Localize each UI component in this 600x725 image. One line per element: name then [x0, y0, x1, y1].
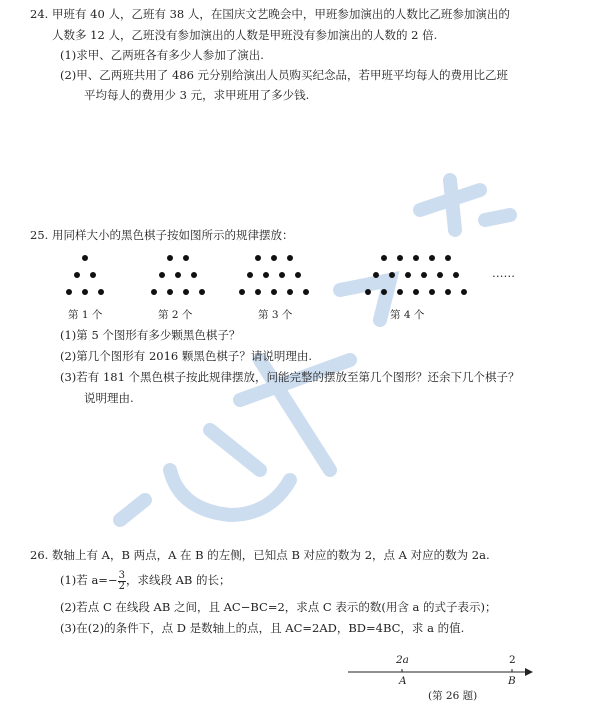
q26-point-b: B — [508, 675, 516, 687]
q26-part3: (3)在(2)的条件下，点 D 是数轴上的点，且 AC=2AD，BD=4BC，求 a 的值. — [60, 621, 465, 635]
q24-part2-line2: 平均每人的费用少 3 元，求甲班用了多少钱. — [84, 88, 310, 102]
q25-figure-label-4: 第 4 个 — [390, 309, 425, 321]
q25-part2: (2)第几个图形有 2016 颗黑色棋子？请说明理由. — [60, 349, 313, 363]
q26-part1-post: ，求线段 AB 的长； — [125, 573, 231, 587]
q25-stem: 用同样大小的黑色棋子按如图所示的规律摆放： — [52, 228, 294, 242]
q25-figure-label-1: 第 1 个 — [68, 309, 103, 321]
q25-part3-line2: 说明理由. — [84, 391, 134, 405]
q26-stem: 数轴上有 A，B 两点，A 在 B 的左侧，已知点 B 对应的数为 2，点 A 对应的数为 2a. — [52, 548, 490, 562]
q26-part1-fraction — [118, 571, 126, 592]
q24-stem-line2: 人数多 12 人，乙班没有参加演出的人数是甲班没有参加演出的人数的 2 倍. — [52, 28, 438, 42]
q26-axis-label-2a: 2a — [396, 654, 409, 666]
q26-part1-frac-num: 3 — [118, 569, 125, 581]
q24-part1: (1)求甲、乙两班各有多少人参加了演出. — [60, 48, 264, 62]
q26-axis-label-2: 2 — [509, 654, 516, 666]
q26-point-a: A — [399, 675, 407, 687]
q24-stem-line1: 甲班有 40 人，乙班有 38 人，在国庆文艺晚会中，甲班参加演出的人数比乙班参加演出的 — [52, 7, 510, 21]
q25-figure-label-2: 第 2 个 — [158, 309, 193, 321]
q24-part2-line1: (2)甲、乙两班共用了 486 元分别给演出人员购买纪念品，若甲班平均每人的费用比乙班 — [60, 68, 509, 82]
q25-ellipsis: …… — [492, 266, 515, 280]
q25-figure-2 — [151, 255, 205, 295]
q26-part1 — [60, 569, 231, 592]
q26-part1-pre: (1)若 a=− — [60, 573, 118, 587]
q25-part3-line1: (3)若有 181 个黑色棋子按此规律摆放，问能完整的摆放至第几个图形？还余下几个棋子？ — [60, 370, 520, 384]
q26-part2: (2)若点 C 在线段 AB 之间，且 AC−BC=2，求点 C 表示的数(用含 a 的式子表示)； — [60, 600, 497, 614]
q25-number: 25. — [30, 228, 49, 242]
q24-number: 24. — [30, 7, 49, 21]
q26-number: 26. — [30, 548, 49, 562]
q25-figure-1 — [66, 255, 104, 295]
q26-caption: (第 26 题) — [428, 690, 478, 702]
q25-figure-label-3: 第 3 个 — [258, 309, 293, 321]
q25-figure-3 — [239, 255, 309, 295]
q26-part1-frac-den: 2 — [118, 580, 125, 592]
q25-part1: (1)第 5 个图形有多少颗黑色棋子？ — [60, 328, 241, 342]
q25-figure-4 — [365, 255, 467, 295]
